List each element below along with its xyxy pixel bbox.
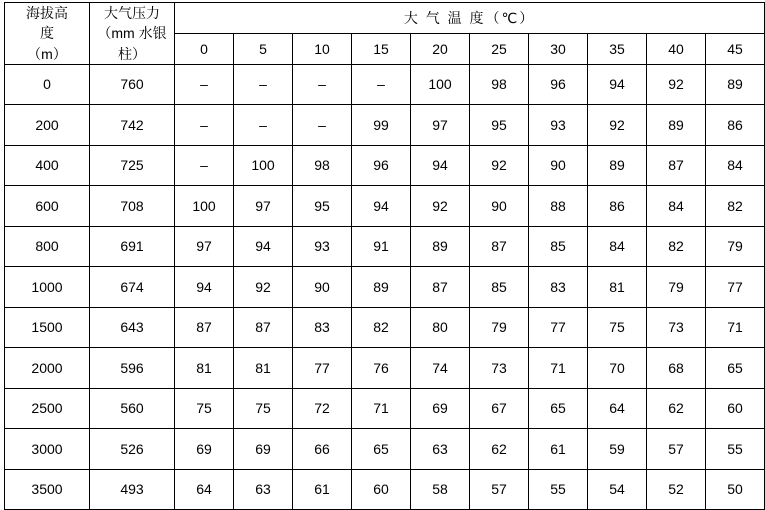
- cell-value: 94: [411, 145, 470, 185]
- cell-value: 94: [352, 186, 411, 226]
- cell-value: 95: [293, 186, 352, 226]
- cell-value: 73: [470, 348, 529, 388]
- cell-pressure: 708: [90, 186, 175, 226]
- header-row-top: [5, 3, 765, 34]
- header-altitude-line-1: 海拔高: [26, 5, 68, 21]
- cell-value: 87: [234, 307, 293, 347]
- table-row: [5, 64, 765, 104]
- cell-value: –: [175, 64, 234, 104]
- table-row: [5, 348, 765, 388]
- cell-value: 67: [470, 388, 529, 428]
- cell-value: 50: [706, 469, 765, 510]
- cell-value: –: [234, 64, 293, 104]
- cell-value: 64: [175, 469, 234, 510]
- cell-value: 88: [529, 186, 588, 226]
- table-row: [5, 469, 765, 510]
- cell-value: 89: [352, 267, 411, 307]
- cell-value: 94: [175, 267, 234, 307]
- table-row: [5, 388, 765, 428]
- cell-pressure: 526: [90, 429, 175, 469]
- cell-value: 69: [234, 429, 293, 469]
- header-pressure: [90, 3, 175, 65]
- header-temp-15: 15: [352, 33, 411, 64]
- header-temp-20: 20: [411, 33, 470, 64]
- cell-value: 95: [470, 105, 529, 145]
- cell-altitude: 2000: [5, 348, 90, 388]
- cell-value: 75: [234, 388, 293, 428]
- cell-value: 73: [647, 307, 706, 347]
- cell-value: 61: [529, 429, 588, 469]
- cell-value: –: [293, 105, 352, 145]
- cell-altitude: 3500: [5, 469, 90, 510]
- cell-altitude: 200: [5, 105, 90, 145]
- table-row: [5, 429, 765, 469]
- cell-value: 86: [706, 105, 765, 145]
- cell-value: 87: [175, 307, 234, 347]
- cell-value: 93: [293, 226, 352, 266]
- cell-value: 81: [175, 348, 234, 388]
- header-altitude-line-3: （m）: [27, 45, 67, 62]
- cell-value: 96: [529, 64, 588, 104]
- cell-value: –: [175, 105, 234, 145]
- cell-value: 92: [647, 64, 706, 104]
- cell-value: 81: [588, 267, 647, 307]
- header-pressure-line-3: 柱）: [118, 45, 146, 62]
- header-temp-30: 30: [529, 33, 588, 64]
- table-body: [5, 64, 765, 509]
- table-row: [5, 307, 765, 347]
- cell-pressure: 596: [90, 348, 175, 388]
- cell-value: 97: [234, 186, 293, 226]
- cell-value: 80: [411, 307, 470, 347]
- cell-value: 75: [175, 388, 234, 428]
- table-row: [5, 186, 765, 226]
- header-temp-10: 10: [293, 33, 352, 64]
- cell-value: 89: [588, 145, 647, 185]
- cell-value: 100: [234, 145, 293, 185]
- cell-value: 82: [706, 186, 765, 226]
- cell-altitude: 1500: [5, 307, 90, 347]
- cell-value: 54: [588, 469, 647, 510]
- table-row: [5, 105, 765, 145]
- cell-pressure: 760: [90, 64, 175, 104]
- cell-pressure: 742: [90, 105, 175, 145]
- cell-value: 77: [293, 348, 352, 388]
- cell-value: 90: [293, 267, 352, 307]
- cell-pressure: 643: [90, 307, 175, 347]
- cell-pressure: 691: [90, 226, 175, 266]
- cell-value: 58: [411, 469, 470, 510]
- cell-pressure: 493: [90, 469, 175, 510]
- cell-pressure: 560: [90, 388, 175, 428]
- cell-value: 84: [706, 145, 765, 185]
- cell-value: 55: [706, 429, 765, 469]
- cell-value: 70: [588, 348, 647, 388]
- cell-value: 90: [529, 145, 588, 185]
- cell-value: 82: [647, 226, 706, 266]
- cell-value: 68: [647, 348, 706, 388]
- cell-value: 64: [588, 388, 647, 428]
- cell-value: 87: [411, 267, 470, 307]
- cell-value: 90: [470, 186, 529, 226]
- cell-altitude: 600: [5, 186, 90, 226]
- cell-value: 86: [588, 186, 647, 226]
- cell-pressure: 725: [90, 145, 175, 185]
- table-row: [5, 267, 765, 307]
- cell-value: 74: [411, 348, 470, 388]
- cell-altitude: 400: [5, 145, 90, 185]
- cell-value: 71: [352, 388, 411, 428]
- cell-value: 71: [706, 307, 765, 347]
- cell-value: 69: [411, 388, 470, 428]
- header-altitude: [5, 3, 90, 65]
- table-row: [5, 145, 765, 185]
- cell-value: 79: [706, 226, 765, 266]
- cell-altitude: 3000: [5, 429, 90, 469]
- cell-value: 92: [411, 186, 470, 226]
- cell-value: 92: [470, 145, 529, 185]
- cell-value: 87: [470, 226, 529, 266]
- cell-value: 94: [588, 64, 647, 104]
- cell-value: 92: [234, 267, 293, 307]
- cell-value: 89: [706, 64, 765, 104]
- header-temp-45: 45: [706, 33, 765, 64]
- cell-value: 63: [411, 429, 470, 469]
- cell-pressure: 674: [90, 267, 175, 307]
- cell-value: 63: [234, 469, 293, 510]
- cell-value: 98: [293, 145, 352, 185]
- header-temp-35: 35: [588, 33, 647, 64]
- cell-value: 77: [706, 267, 765, 307]
- header-altitude-line-2: 度: [40, 25, 54, 42]
- cell-value: 100: [175, 186, 234, 226]
- cell-value: 76: [352, 348, 411, 388]
- header-temp-40: 40: [647, 33, 706, 64]
- cell-value: 92: [588, 105, 647, 145]
- cell-value: 57: [470, 469, 529, 510]
- header-pressure-line-2: （mm 水银: [97, 25, 167, 42]
- table-sheet: [0, 2, 743, 498]
- header-temperature-group: 大 气 温 度（℃）: [175, 3, 765, 34]
- header-temp-0: 0: [175, 33, 234, 64]
- cell-value: 59: [588, 429, 647, 469]
- cell-value: 85: [470, 267, 529, 307]
- cell-value: 72: [293, 388, 352, 428]
- cell-value: 62: [470, 429, 529, 469]
- cell-value: 82: [352, 307, 411, 347]
- cell-value: 84: [647, 186, 706, 226]
- table-header: [5, 3, 765, 65]
- cell-value: 87: [647, 145, 706, 185]
- cell-value: 71: [529, 348, 588, 388]
- header-temp-5: 5: [234, 33, 293, 64]
- altitude-temperature-table: [4, 2, 765, 510]
- cell-value: 91: [352, 226, 411, 266]
- cell-value: 99: [352, 105, 411, 145]
- cell-value: 85: [529, 226, 588, 266]
- cell-value: 69: [175, 429, 234, 469]
- cell-value: 100: [411, 64, 470, 104]
- cell-value: 52: [647, 469, 706, 510]
- cell-value: 79: [470, 307, 529, 347]
- cell-value: 60: [352, 469, 411, 510]
- cell-value: 66: [293, 429, 352, 469]
- cell-value: 83: [529, 267, 588, 307]
- cell-value: 97: [411, 105, 470, 145]
- cell-value: 57: [647, 429, 706, 469]
- cell-value: 55: [529, 469, 588, 510]
- cell-altitude: 0: [5, 64, 90, 104]
- cell-value: 84: [588, 226, 647, 266]
- cell-value: –: [175, 145, 234, 185]
- cell-value: 81: [234, 348, 293, 388]
- cell-value: 96: [352, 145, 411, 185]
- cell-value: 65: [352, 429, 411, 469]
- cell-value: 61: [293, 469, 352, 510]
- table-row: [5, 226, 765, 266]
- cell-altitude: 2500: [5, 388, 90, 428]
- cell-value: 97: [175, 226, 234, 266]
- cell-value: 98: [470, 64, 529, 104]
- cell-value: 83: [293, 307, 352, 347]
- cell-value: 60: [706, 388, 765, 428]
- cell-value: 94: [234, 226, 293, 266]
- cell-value: 79: [647, 267, 706, 307]
- cell-value: –: [234, 105, 293, 145]
- cell-altitude: 800: [5, 226, 90, 266]
- cell-value: –: [293, 64, 352, 104]
- cell-value: 89: [411, 226, 470, 266]
- header-pressure-line-1: 大气压力: [104, 5, 160, 21]
- cell-value: –: [352, 64, 411, 104]
- cell-value: 62: [647, 388, 706, 428]
- cell-value: 93: [529, 105, 588, 145]
- header-temp-25: 25: [470, 33, 529, 64]
- cell-value: 77: [529, 307, 588, 347]
- cell-value: 89: [647, 105, 706, 145]
- cell-value: 65: [529, 388, 588, 428]
- cell-value: 65: [706, 348, 765, 388]
- cell-value: 75: [588, 307, 647, 347]
- cell-altitude: 1000: [5, 267, 90, 307]
